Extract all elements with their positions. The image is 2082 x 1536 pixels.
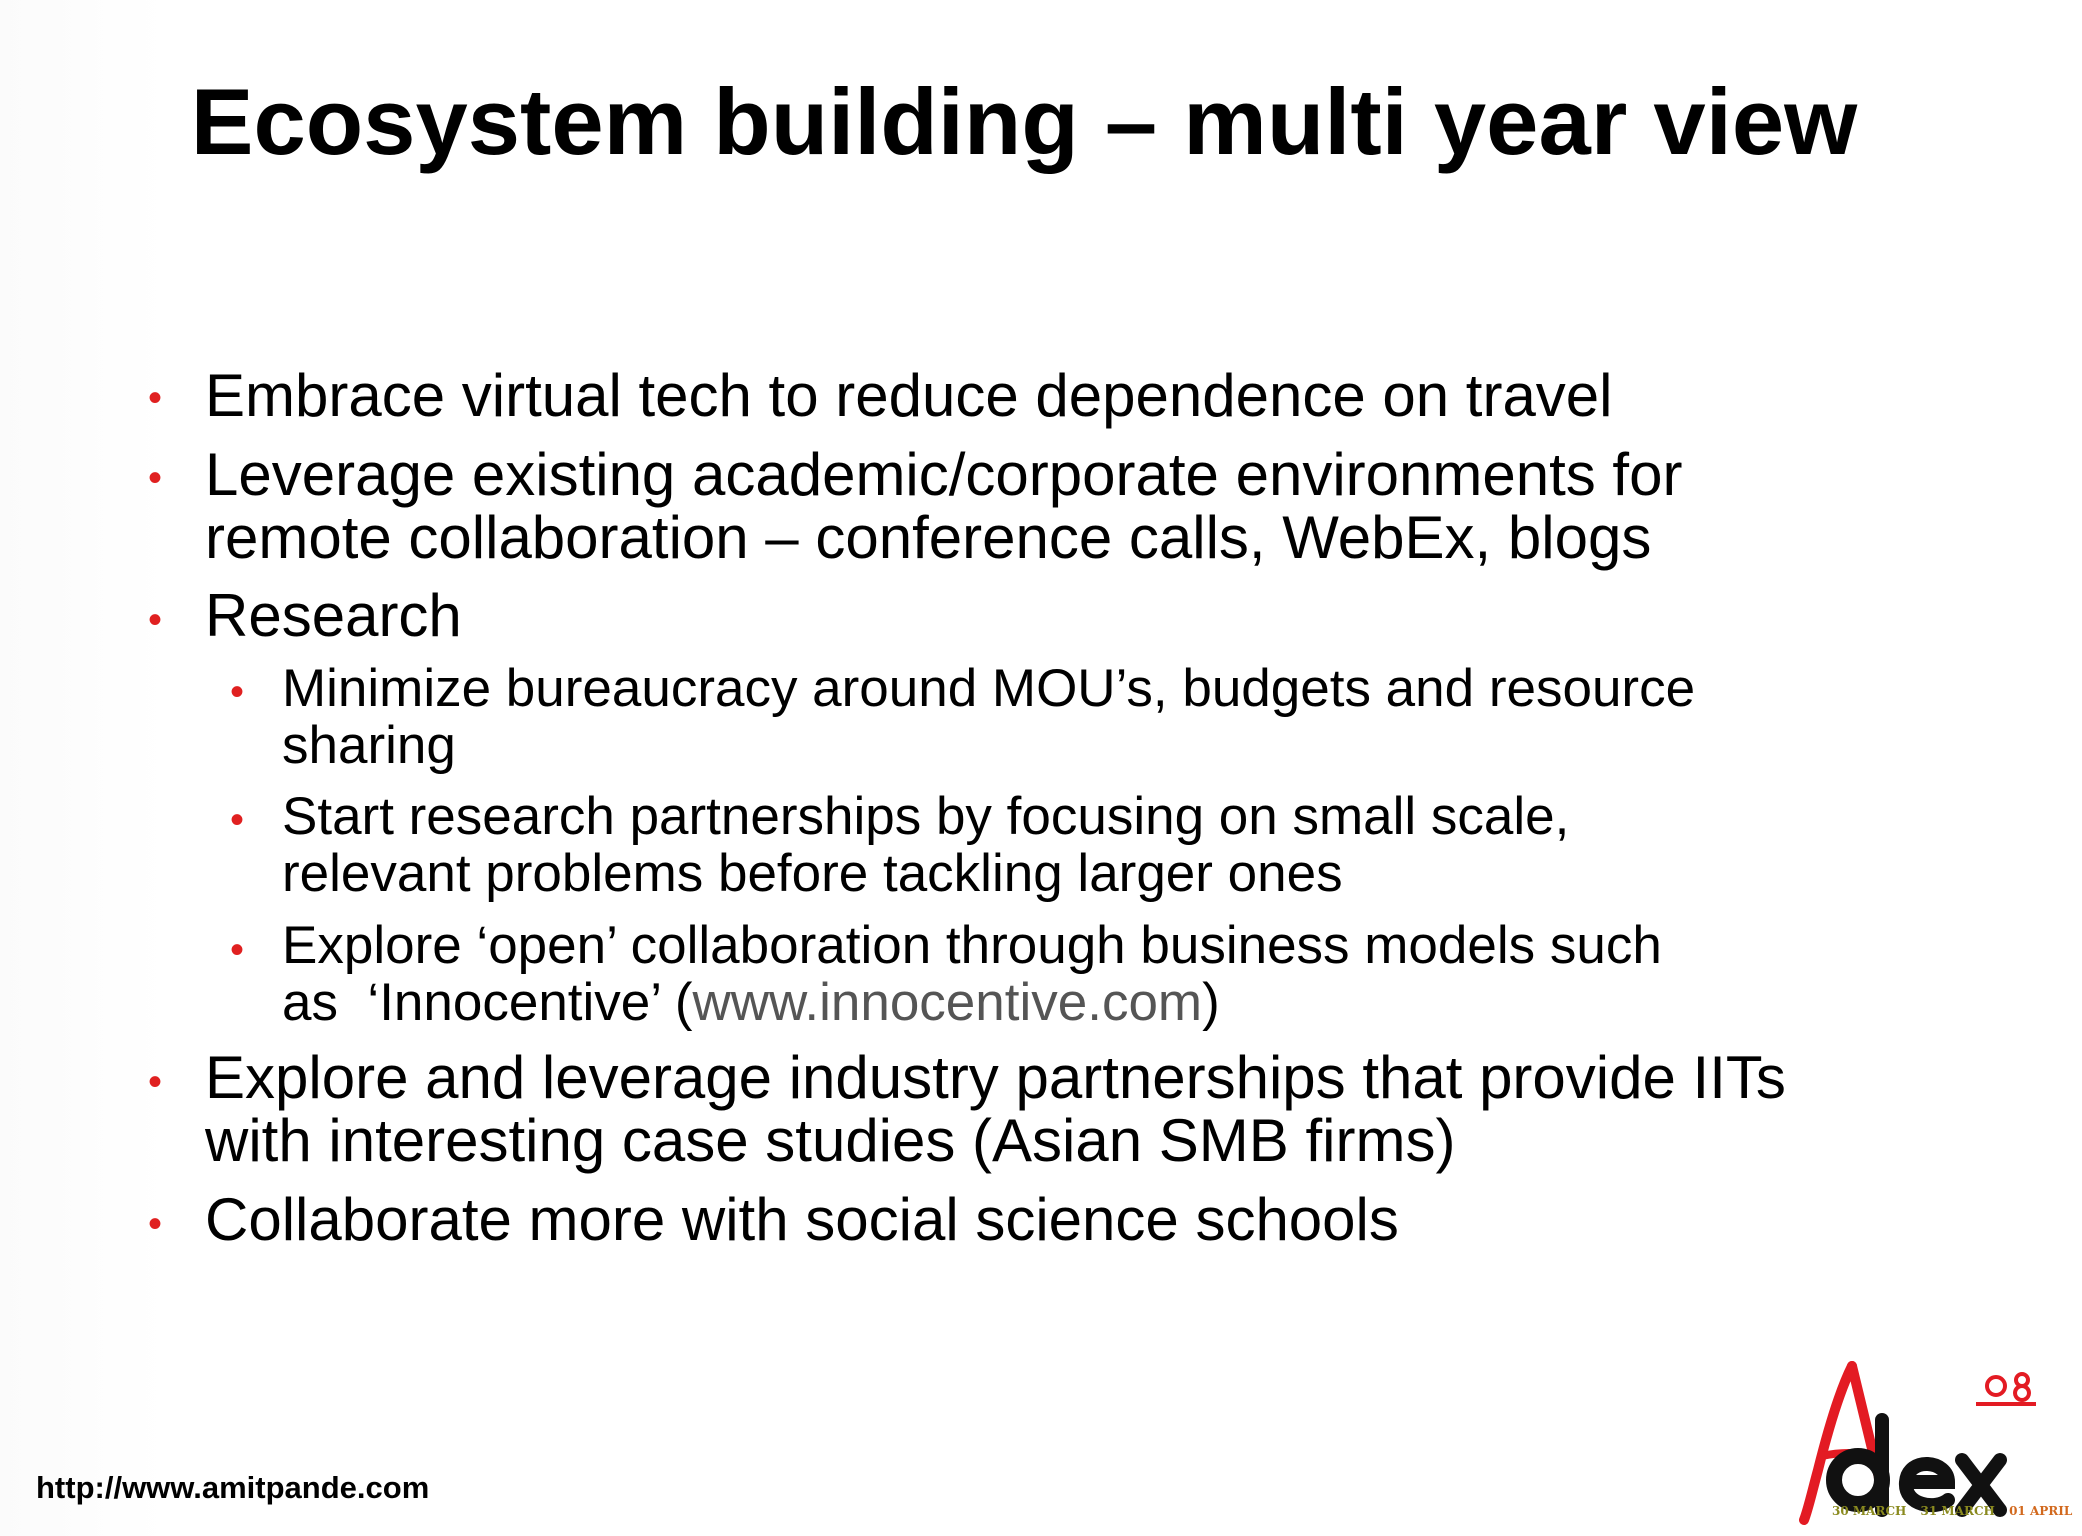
logo-date: 31 MARCH: [1920, 1504, 1995, 1518]
bullet-text: Collaborate more with social science schools: [205, 1186, 1399, 1253]
bullet-text: Embrace virtual tech to reduce dependence on travel: [205, 362, 1613, 429]
bullet-item-collaborate: [205, 1188, 1399, 1251]
bullet-item-industry: [205, 1046, 1786, 1172]
bullet-text-line: remote collaboration – conference calls, WebEx, blogs: [205, 504, 1652, 571]
bullet-item-research: [205, 584, 462, 647]
sub-bullet-marker: •: [230, 670, 245, 714]
bullet-marker: •: [148, 376, 163, 420]
logo-date: 30 MARCH: [1832, 1504, 1907, 1518]
bullet-text: Research: [205, 582, 462, 649]
bullet-text-line: relevant problems before tackling larger ones: [282, 844, 1343, 903]
footer-url[interactable]: http://www.amitpande.com: [36, 1470, 430, 1505]
sub-bullet-item-start-research: [282, 788, 1569, 902]
innocentive-link[interactable]: www.innocentive.com: [692, 973, 1203, 1032]
logo-eight-bottom: [2015, 1386, 2029, 1400]
bullet-text-line: Explore ‘open’ collaboration through business models such: [282, 916, 1662, 975]
bullet-text-prefix: as ‘Innocentive’ (: [282, 973, 693, 1032]
bullet-text-line: Minimize bureaucracy around MOU’s, budgets and resource: [282, 659, 1696, 718]
bullet-marker: •: [148, 598, 163, 642]
bullet-text-line: Explore and leverage industry partnerships that provide IITs: [205, 1044, 1786, 1111]
logo-zero: [1987, 1377, 2005, 1395]
logo-date: 01 APRIL: [2009, 1504, 2073, 1518]
bullet-text-line: [282, 974, 1662, 1031]
bullet-text-line: sharing: [282, 716, 456, 775]
bullet-text-suffix: ): [1202, 973, 1220, 1032]
bullet-text-line: Leverage existing academic/corporate environments for: [205, 441, 1683, 508]
bullet-marker: •: [148, 456, 163, 500]
logo-d-bowl: [1834, 1456, 1882, 1504]
bullet-marker: •: [148, 1060, 163, 1104]
bullet-item-embrace: [205, 364, 1613, 427]
bullet-marker: •: [148, 1202, 163, 1246]
bullet-item-leverage: [205, 443, 1682, 569]
logo-x: [1962, 1460, 2000, 1510]
sub-bullet-marker: •: [230, 798, 245, 842]
bullet-text-line: Start research partnerships by focusing on small scale,: [282, 787, 1570, 846]
bullet-text-line: with interesting case studies (Asian SMB firms): [205, 1107, 1456, 1174]
sub-bullet-item-explore-open: [282, 917, 1662, 1031]
logo-e: [1906, 1464, 1948, 1505]
logo-dates: [1832, 1504, 2073, 1518]
sub-bullet-item-minimize: [282, 660, 1695, 774]
slide-title: Ecosystem building – multi year view: [190, 69, 1858, 174]
sub-bullet-marker: •: [230, 928, 245, 972]
